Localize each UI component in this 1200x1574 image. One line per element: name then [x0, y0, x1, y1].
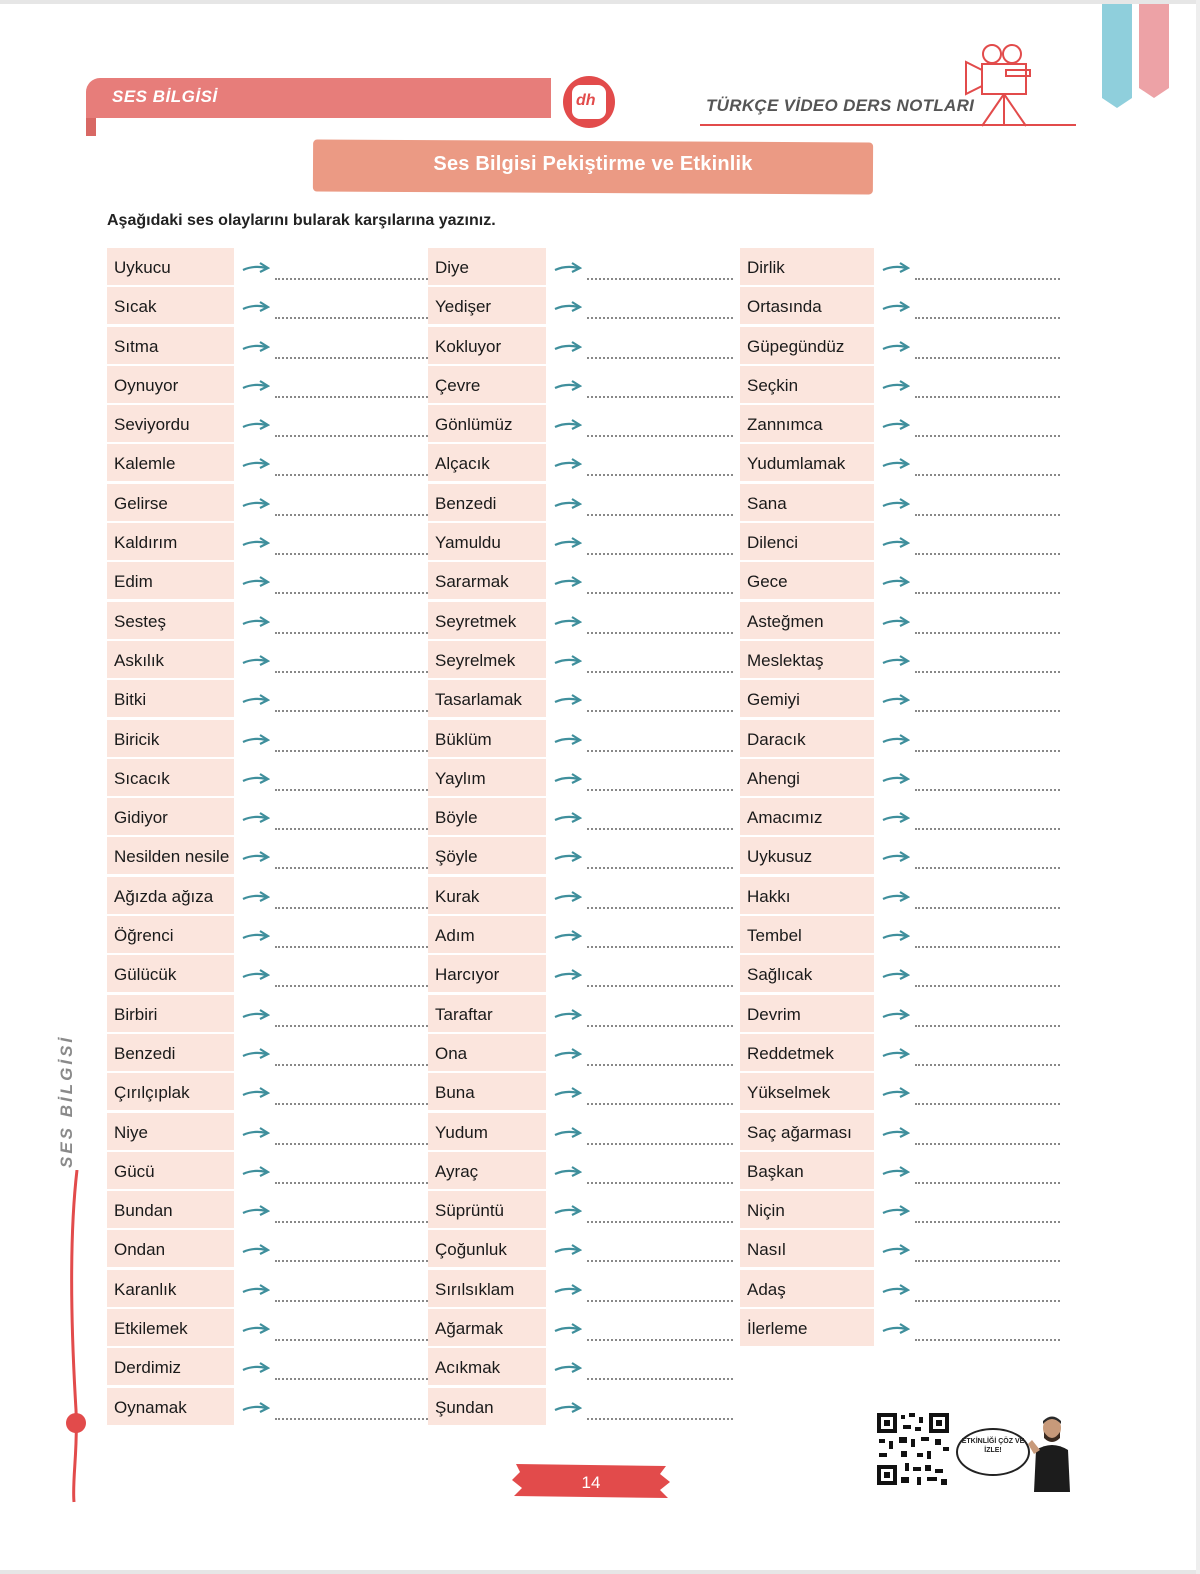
arrow-right-icon: [554, 615, 582, 634]
word-cell: Süprüntü: [428, 1191, 546, 1228]
answer-line[interactable]: [915, 260, 1060, 280]
answer-line[interactable]: [915, 456, 1060, 476]
answer-line[interactable]: [587, 496, 733, 516]
notes-title: TÜRKÇE VİDEO DERS NOTLARI: [706, 96, 975, 115]
answer-line[interactable]: [915, 1203, 1060, 1223]
arrow-right-icon: [242, 1283, 270, 1302]
word-cell: Derdimiz: [107, 1348, 234, 1385]
arrow-right-icon: [242, 1361, 270, 1380]
answer-line[interactable]: [587, 574, 733, 594]
answer-line[interactable]: [915, 614, 1060, 634]
section-title: SES BİLGİSİ: [112, 87, 218, 106]
page-number: 14: [581, 1473, 601, 1492]
answer-line[interactable]: [915, 1282, 1060, 1302]
word-cell: Yaylım: [428, 759, 546, 796]
answer-line[interactable]: [587, 771, 733, 791]
side-timeline: [62, 1170, 92, 1506]
arrow-right-icon: [554, 890, 582, 909]
word-cell: Buna: [428, 1073, 546, 1110]
answer-line[interactable]: [587, 1203, 733, 1223]
answer-line[interactable]: [587, 1007, 733, 1027]
answer-line[interactable]: [915, 692, 1060, 712]
arrow-right-icon: [242, 261, 270, 280]
word-cell: Ağızda ağıza: [107, 877, 234, 914]
answer-line[interactable]: [915, 1321, 1060, 1341]
answer-line[interactable]: [915, 732, 1060, 752]
word-cell: Sağlıcak: [740, 955, 874, 992]
arrow-right-icon: [242, 1126, 270, 1145]
arrow-right-icon: [554, 340, 582, 359]
arrow-right-icon: [242, 890, 270, 909]
arrow-right-icon: [554, 811, 582, 830]
word-cell: Yedişer: [428, 287, 546, 324]
word-cell: Gidiyor: [107, 798, 234, 835]
arrow-right-icon: [242, 497, 270, 516]
word-cell: Benzedi: [428, 484, 546, 521]
word-cell: Oynuyor: [107, 366, 234, 403]
answer-line[interactable]: [915, 1125, 1060, 1145]
arrow-right-icon: [242, 1243, 270, 1262]
word-cell: Karanlık: [107, 1270, 234, 1307]
word-cell: Gemiyi: [740, 680, 874, 717]
word-cell: Daracık: [740, 720, 874, 757]
word-cell: Benzedi: [107, 1034, 234, 1071]
word-cell: Şöyle: [428, 837, 546, 874]
arrow-right-icon: [242, 379, 270, 398]
film-camera-icon: [962, 40, 1042, 130]
answer-line[interactable]: [915, 1242, 1060, 1262]
arrow-right-icon: [242, 300, 270, 319]
answer-line[interactable]: [915, 849, 1060, 869]
word-cell: Ortasında: [740, 287, 874, 324]
word-cell: Seyretmek: [428, 602, 546, 639]
bookmark-ribbon-pink: [1139, 4, 1169, 88]
answer-line[interactable]: [587, 260, 733, 280]
arrow-right-icon: [554, 654, 582, 673]
page-border-top: [0, 0, 1200, 4]
arrow-right-icon: [554, 1126, 582, 1145]
arrow-right-icon: [554, 1283, 582, 1302]
arrow-right-icon: [882, 1126, 910, 1145]
word-cell: Ona: [428, 1034, 546, 1071]
word-cell: Yudum: [428, 1113, 546, 1150]
arrow-right-icon: [242, 1165, 270, 1184]
answer-line[interactable]: [587, 378, 733, 398]
word-cell: Sıtma: [107, 327, 234, 364]
answer-line[interactable]: [915, 1164, 1060, 1184]
word-cell: Öğrenci: [107, 916, 234, 953]
arrow-right-icon: [882, 929, 910, 948]
answer-line[interactable]: [587, 417, 733, 437]
answer-line[interactable]: [915, 1085, 1060, 1105]
word-cell: Nasıl: [740, 1230, 874, 1267]
answer-line[interactable]: [915, 771, 1060, 791]
arrow-right-icon: [882, 1165, 910, 1184]
arrow-right-icon: [242, 968, 270, 987]
arrow-right-icon: [242, 418, 270, 437]
word-cell: Gülücük: [107, 955, 234, 992]
word-cell: Uykucu: [107, 248, 234, 285]
word-cell: Büklüm: [428, 720, 546, 757]
word-cell: Etkilemek: [107, 1309, 234, 1346]
side-label: SES BİLGİSİ: [57, 1034, 76, 1168]
answer-line[interactable]: [587, 692, 733, 712]
arrow-right-icon: [554, 536, 582, 555]
word-cell: Saç ağarması: [740, 1113, 874, 1150]
word-cell: Dilenci: [740, 523, 874, 560]
word-cell: Niye: [107, 1113, 234, 1150]
arrow-right-icon: [554, 1401, 582, 1420]
answer-line[interactable]: [915, 653, 1060, 673]
word-cell: Sıcacık: [107, 759, 234, 796]
word-cell: Devrim: [740, 995, 874, 1032]
arrow-right-icon: [882, 300, 910, 319]
word-cell: Sesteş: [107, 602, 234, 639]
arrow-right-icon: [554, 1243, 582, 1262]
word-cell: Asteğmen: [740, 602, 874, 639]
word-cell: Ondan: [107, 1230, 234, 1267]
arrow-right-icon: [242, 929, 270, 948]
arrow-right-icon: [554, 1361, 582, 1380]
arrow-right-icon: [882, 772, 910, 791]
arrow-right-icon: [554, 929, 582, 948]
arrow-right-icon: [882, 615, 910, 634]
arrow-right-icon: [882, 1086, 910, 1105]
word-cell: Yudumlamak: [740, 444, 874, 481]
answer-line[interactable]: [915, 574, 1060, 594]
arrow-right-icon: [554, 575, 582, 594]
word-cell: Edim: [107, 562, 234, 599]
arrow-right-icon: [554, 379, 582, 398]
page-border-right: [1196, 0, 1200, 1574]
arrow-right-icon: [242, 457, 270, 476]
answer-line[interactable]: [915, 378, 1060, 398]
answer-line[interactable]: [587, 928, 733, 948]
word-cell: Uykusuz: [740, 837, 874, 874]
arrow-right-icon: [554, 1204, 582, 1223]
arrow-right-icon: [882, 418, 910, 437]
arrow-right-icon: [554, 1086, 582, 1105]
arrow-right-icon: [882, 850, 910, 869]
arrow-right-icon: [242, 811, 270, 830]
word-cell: İlerleme: [740, 1309, 874, 1346]
arrow-right-icon: [554, 850, 582, 869]
arrow-right-icon: [554, 261, 582, 280]
word-cell: Seyrelmek: [428, 641, 546, 678]
word-cell: Bundan: [107, 1191, 234, 1228]
arrow-right-icon: [882, 575, 910, 594]
arrow-right-icon: [242, 340, 270, 359]
word-cell: Gece: [740, 562, 874, 599]
word-cell: Hakkı: [740, 877, 874, 914]
word-cell: Yamuldu: [428, 523, 546, 560]
answer-line[interactable]: [915, 928, 1060, 948]
arrow-right-icon: [882, 379, 910, 398]
word-cell: Çırılçıplak: [107, 1073, 234, 1110]
answer-line[interactable]: [915, 339, 1060, 359]
arrow-right-icon: [554, 1165, 582, 1184]
qr-code-icon[interactable]: [875, 1411, 951, 1487]
answer-line[interactable]: [915, 810, 1060, 830]
qr-callout-text: ETKİNLİĞİ ÇÖZ VE İZLE!: [961, 1438, 1025, 1454]
word-cell: Kalemle: [107, 444, 234, 481]
arrow-right-icon: [882, 733, 910, 752]
word-cell: Tembel: [740, 916, 874, 953]
word-cell: Güpegündüz: [740, 327, 874, 364]
word-cell: Oynamak: [107, 1388, 234, 1425]
teacher-illustration: [1028, 1414, 1074, 1492]
word-cell: Tasarlamak: [428, 680, 546, 717]
word-cell: Sana: [740, 484, 874, 521]
word-cell: Kaldırım: [107, 523, 234, 560]
word-cell: Harcıyor: [428, 955, 546, 992]
answer-line[interactable]: [587, 849, 733, 869]
answer-line[interactable]: [587, 1360, 733, 1380]
word-cell: Sararmak: [428, 562, 546, 599]
word-cell: Ahengi: [740, 759, 874, 796]
answer-line[interactable]: [587, 1242, 733, 1262]
arrow-right-icon: [242, 654, 270, 673]
word-cell: Çevre: [428, 366, 546, 403]
word-cell: Alçacık: [428, 444, 546, 481]
word-cell: Yükselmek: [740, 1073, 874, 1110]
arrow-right-icon: [242, 1008, 270, 1027]
word-cell: Bitki: [107, 680, 234, 717]
section-tab-tail: [86, 118, 96, 136]
answer-line[interactable]: [587, 1282, 733, 1302]
arrow-right-icon: [554, 1047, 582, 1066]
arrow-right-icon: [882, 890, 910, 909]
answer-line[interactable]: [587, 535, 733, 555]
word-cell: Meslektaş: [740, 641, 874, 678]
arrow-right-icon: [882, 693, 910, 712]
answer-line[interactable]: [587, 1046, 733, 1066]
word-cell: Seviyordu: [107, 405, 234, 442]
word-cell: Gücü: [107, 1152, 234, 1189]
word-cell: Nesilden nesile: [107, 837, 234, 874]
answer-line[interactable]: [587, 967, 733, 987]
bookmark-ribbon-blue: [1102, 4, 1132, 98]
arrow-right-icon: [882, 1047, 910, 1066]
answer-line[interactable]: [587, 299, 733, 319]
word-cell: Taraftar: [428, 995, 546, 1032]
arrow-right-icon: [882, 968, 910, 987]
word-cell: Seçkin: [740, 366, 874, 403]
arrow-right-icon: [242, 733, 270, 752]
arrow-right-icon: [554, 1008, 582, 1027]
answer-line[interactable]: [915, 1046, 1060, 1066]
word-cell: Askılık: [107, 641, 234, 678]
arrow-right-icon: [242, 1204, 270, 1223]
answer-line[interactable]: [915, 967, 1060, 987]
answer-line[interactable]: [587, 456, 733, 476]
word-cell: Reddetmek: [740, 1034, 874, 1071]
arrow-right-icon: [882, 811, 910, 830]
answer-line[interactable]: [915, 496, 1060, 516]
arrow-right-icon: [882, 1243, 910, 1262]
arrow-right-icon: [242, 772, 270, 791]
word-cell: Zannımca: [740, 405, 874, 442]
arrow-right-icon: [554, 300, 582, 319]
arrow-right-icon: [242, 1401, 270, 1420]
arrow-right-icon: [554, 1322, 582, 1341]
answer-line[interactable]: [915, 299, 1060, 319]
answer-line[interactable]: [587, 614, 733, 634]
arrow-right-icon: [554, 968, 582, 987]
word-cell: Kurak: [428, 877, 546, 914]
word-cell: Çoğunluk: [428, 1230, 546, 1267]
word-cell: Dirlik: [740, 248, 874, 285]
word-cell: Ayraç: [428, 1152, 546, 1189]
instruction-text: Aşağıdaki ses olaylarını bularak karşılarına yazınız.: [107, 212, 496, 229]
arrow-right-icon: [554, 772, 582, 791]
word-cell: Adım: [428, 916, 546, 953]
answer-line[interactable]: [915, 535, 1060, 555]
arrow-right-icon: [242, 536, 270, 555]
arrow-right-icon: [882, 497, 910, 516]
arrow-right-icon: [242, 693, 270, 712]
arrow-right-icon: [242, 850, 270, 869]
word-cell: Sırılsıklam: [428, 1270, 546, 1307]
answer-line[interactable]: [587, 1400, 733, 1420]
arrow-right-icon: [554, 497, 582, 516]
arrow-right-icon: [554, 693, 582, 712]
word-cell: Niçin: [740, 1191, 874, 1228]
brand-logo-text: dh: [576, 92, 596, 109]
notes-underline: [700, 124, 1076, 126]
arrow-right-icon: [554, 418, 582, 437]
word-cell: Acıkmak: [428, 1348, 546, 1385]
word-cell: Başkan: [740, 1152, 874, 1189]
answer-line[interactable]: [587, 1164, 733, 1184]
arrow-right-icon: [242, 615, 270, 634]
arrow-right-icon: [882, 457, 910, 476]
word-cell: Amacımız: [740, 798, 874, 835]
brand-logo: [563, 76, 615, 128]
page-border-bottom: [0, 1570, 1200, 1574]
arrow-right-icon: [242, 1322, 270, 1341]
answer-line[interactable]: [587, 653, 733, 673]
answer-line[interactable]: [587, 1125, 733, 1145]
arrow-right-icon: [242, 575, 270, 594]
arrow-right-icon: [242, 1047, 270, 1066]
activity-banner-title: Ses Bilgisi Pekiştirme ve Etkinlik: [433, 153, 753, 175]
arrow-right-icon: [882, 1322, 910, 1341]
arrow-right-icon: [554, 733, 582, 752]
word-cell: Böyle: [428, 798, 546, 835]
arrow-right-icon: [882, 654, 910, 673]
word-cell: Diye: [428, 248, 546, 285]
word-cell: Birbiri: [107, 995, 234, 1032]
word-cell: Adaş: [740, 1270, 874, 1307]
answer-line[interactable]: [915, 417, 1060, 437]
arrow-right-icon: [882, 1008, 910, 1027]
answer-line[interactable]: [587, 889, 733, 909]
arrow-right-icon: [242, 1086, 270, 1105]
answer-line[interactable]: [915, 1007, 1060, 1027]
word-cell: Şundan: [428, 1388, 546, 1425]
arrow-right-icon: [882, 340, 910, 359]
arrow-right-icon: [882, 536, 910, 555]
arrow-right-icon: [882, 1204, 910, 1223]
arrow-right-icon: [882, 261, 910, 280]
word-cell: Ağarmak: [428, 1309, 546, 1346]
word-cell: Biricik: [107, 720, 234, 757]
answer-line[interactable]: [587, 339, 733, 359]
answer-line[interactable]: [587, 1321, 733, 1341]
arrow-right-icon: [882, 1283, 910, 1302]
answer-line[interactable]: [915, 889, 1060, 909]
answer-line[interactable]: [587, 810, 733, 830]
word-cell: Gelirse: [107, 484, 234, 521]
word-cell: Gönlümüz: [428, 405, 546, 442]
answer-line[interactable]: [587, 732, 733, 752]
word-cell: Kokluyor: [428, 327, 546, 364]
word-cell: Sıcak: [107, 287, 234, 324]
arrow-right-icon: [554, 457, 582, 476]
answer-line[interactable]: [587, 1085, 733, 1105]
